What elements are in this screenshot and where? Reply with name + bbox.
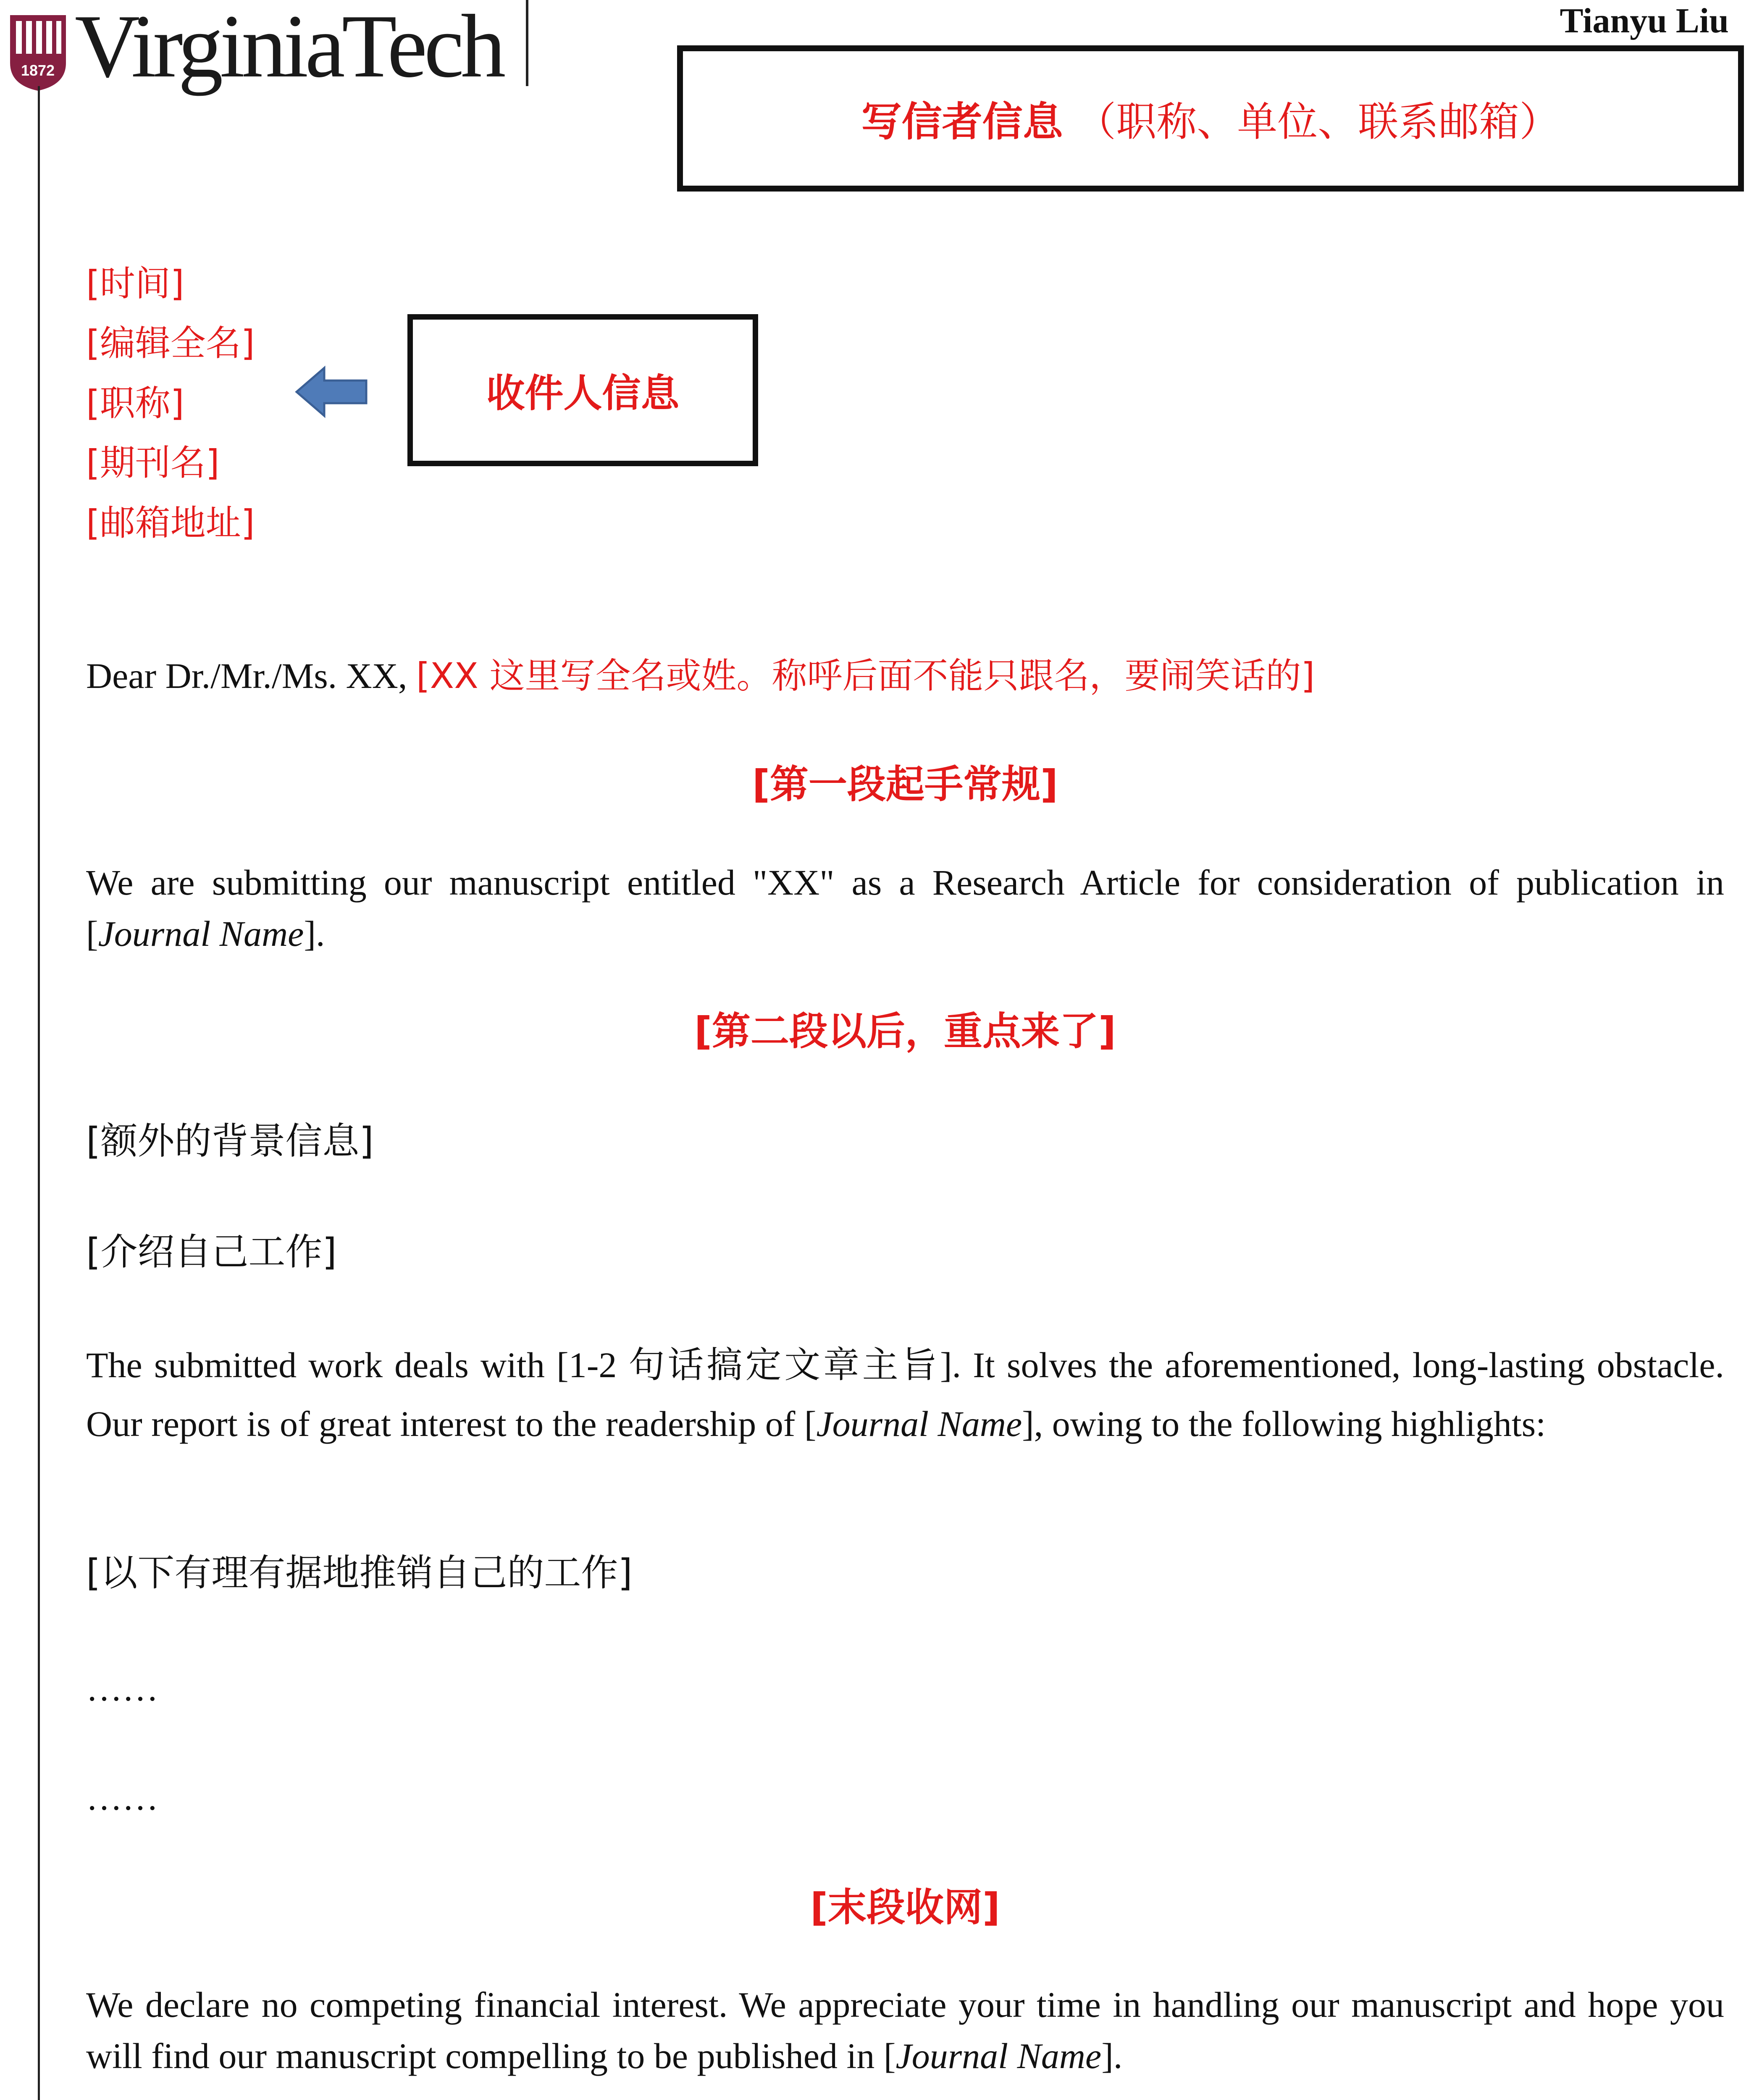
introduce-work: [介绍自己工作] [86, 1230, 337, 1273]
salutation-line [86, 650, 1724, 701]
journal-name: Journal Name [98, 914, 304, 954]
recipient-journal: [期刊名] [86, 442, 220, 483]
ellipsis-1: …… [86, 1668, 158, 1709]
journal-name: Journal Name [816, 1404, 1022, 1444]
left-arrow-icon [294, 365, 370, 419]
section-heading-final: [末段收网] [810, 1885, 1000, 1930]
paragraph-declaration: We declare no competing financial interest. We appreciate your time in handling our manuscript and hope you will find our manuscript compelling to be published in [Journal Name]. [86, 1984, 1724, 2076]
writer-info-detail: （职称、单位、联系邮箱） [1076, 98, 1560, 145]
salutation: Dear Dr./Mr./Ms. XX, [86, 656, 407, 696]
section-heading-first: [第一段起手常规] [752, 762, 1058, 807]
author-name: Tianyu Liu [1560, 1, 1729, 40]
writer-info-box [677, 45, 1744, 192]
main-point-note: 句话搞定文章主旨 [628, 1344, 940, 1386]
background-info: [额外的背景信息] [86, 1119, 374, 1163]
writer-info-title: 写信者信息 [861, 98, 1063, 145]
paragraph-submission: We are submitting our manuscript entitled "XX" as a Research Article for consideration of publication in [Journal Name]. [86, 862, 1724, 954]
logo-wordmark: VirginiaTech [75, 0, 503, 96]
recipient-info-label: 收件人信息 [486, 371, 680, 416]
recipient-date: [时间] [86, 263, 184, 304]
left-margin-rule [38, 86, 40, 2100]
recipient-title: [职称] [86, 383, 184, 424]
recipient-editor-name: [编辑全名] [86, 323, 255, 364]
logo-year: 1872 [21, 62, 55, 79]
recipient-email: [邮箱地址] [86, 502, 255, 543]
highlights-note: [以下有理有据地推销自己的工作] [86, 1551, 633, 1594]
paragraph-highlights: The submitted work deals with [1-2 句话搞定文章主旨]. It solves the aforementioned, long-lasting obstacle. Our report is of great interest to the readership of [Journal Name], owing to the following highlights: [86, 1344, 1725, 1444]
journal-name: Journal Name [895, 2036, 1102, 2076]
virginia-tech-shield-logo [8, 13, 68, 92]
recipient-info-box [407, 314, 758, 466]
section-heading-second: [第二段以后，重点来了] [694, 1009, 1116, 1054]
salutation-note: [XX 这里写全名或姓。称呼后面不能只跟名，要闹笑话的] [416, 655, 1315, 696]
ellipsis-2: …… [86, 1777, 158, 1818]
logo-divider [526, 0, 528, 86]
